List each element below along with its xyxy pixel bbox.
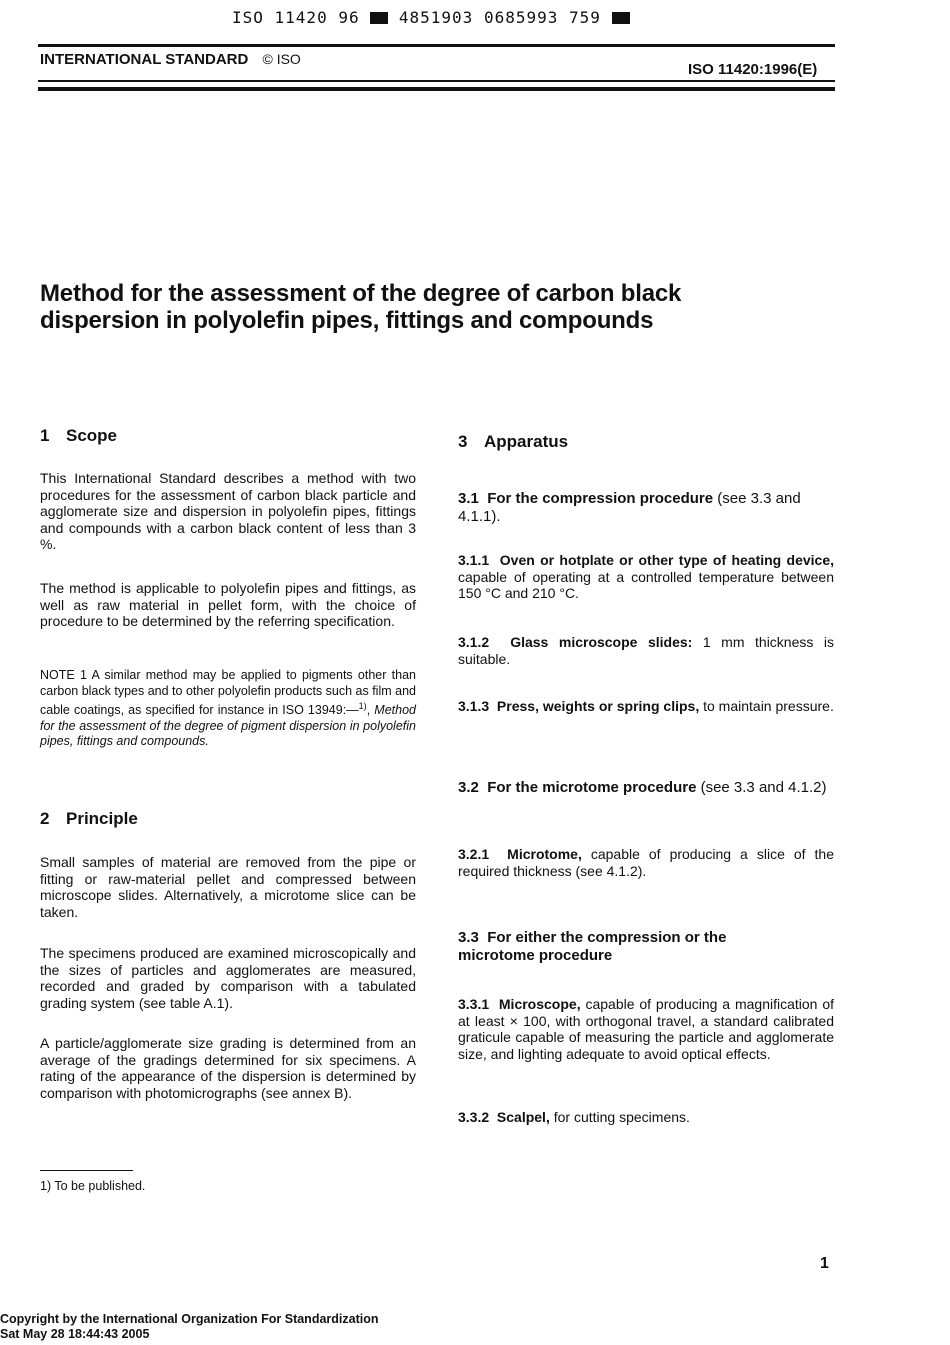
note-text: NOTE 1 A similar method may be applied to pigments other than carbon black types and to other polyolefin products such as film and cable coatings, as specified for instance in ISO 13949:— [40,668,416,718]
code-part-2: 4851903 0685993 759 [398,8,601,27]
title-line-2: dispersion in polyolefin pipes, fittings and compounds [40,307,654,334]
barcode-block [612,12,630,24]
barcode-block [370,12,388,24]
clause-title: Press, weights or spring clips, [496,698,700,714]
clause-3-3-1 [458,996,834,1062]
section-number: 2 [40,809,50,828]
section-number: 1 [40,426,50,445]
clause-3-1-2 [458,634,834,667]
document-code-line [232,8,630,27]
footnote: 1) To be published. [40,1179,146,1193]
standard-type: INTERNATIONAL STANDARD [40,51,249,68]
standard-number: ISO 11420:1996(E) [688,61,818,78]
clause-ref: (see 3.3 and 4.1.1). [458,490,801,525]
header-rule-thick [38,87,835,91]
clause-title: Microscope, [498,996,581,1012]
clause-number: 3.3.2 [458,1109,490,1125]
apparatus-heading [458,432,834,452]
footnote-rule [40,1170,133,1171]
section-title: Scope [66,426,118,445]
clause-text: capable of operating at a controlled temperature between 150 °C and 210 °C. [458,568,834,601]
header-rule-thin [38,80,835,82]
section-title: Principle [66,809,138,828]
clause-title: Microtome, [507,846,582,862]
header-left [40,51,301,68]
clause-number: 3.3.1 [458,996,490,1012]
scope-note [40,668,416,750]
clause-3-1-3 [458,698,834,715]
clause-text: capable of producing a slice of the required thickness (see 4.1.2). [458,846,834,879]
note-sep: , [366,703,375,718]
document-title [40,280,860,334]
clause-number: 3.1.2 [458,634,490,650]
clause-text: capable of producing a magnification of at least × 100, with orthogonal travel, a standard calibrated graticule capable of measuring the particle and agglomerate size, and lighting adequate to avoid optical effects. [458,996,834,1062]
clause-number: 3.1.3 [458,698,490,714]
title-line-1: Method for the assessment of the degree of carbon black [40,280,682,307]
clause-3-3-2 [458,1109,834,1126]
clause-number: 3.1.1 [458,552,490,568]
clause-ref: (see 3.3 and 4.1.2) [696,779,827,796]
clause-title: Glass microscope slides: [510,634,693,650]
copyright-footer [0,1312,379,1342]
scope-heading [40,426,416,446]
clause-3-1 [458,490,834,526]
principle-paragraph-3: A particle/agglomerate size grading is determined from an average of the gradings determined for six specimens. A rating of the appearance of the dispersion is determined by comparison with photomicrographs (see annex B). [40,1035,416,1101]
clause-number: 3.2.1 [458,846,490,862]
scope-paragraph-1: This International Standard describes a method with two procedures for the assessment of carbon black particle and agglomerate size and dispersion in polyolefin pipes, fittings and compounds with a carbon black content of less than 3 %. [40,470,416,552]
clause-number: 3.3 [458,929,479,946]
clause-title: For either the compression or the microtome procedure [458,929,727,964]
code-part-1: ISO 11420 96 [232,8,360,27]
section-title: Apparatus [484,432,569,451]
principle-heading [40,809,416,829]
clause-3-1-1 [458,552,834,602]
clause-3-2 [458,779,834,797]
clause-title: Scalpel, [496,1109,550,1125]
clause-title: For the microtome procedure [487,779,697,796]
header-top-rule [38,44,835,47]
iso-copyright: © ISO [262,51,301,67]
principle-paragraph-2: The specimens produced are examined microscopically and the sizes of particles and agglomerates are measured, recorded and graded by comparison with a tabulated grading system (see table A.1). [40,945,416,1011]
page-number: 1 [820,1255,829,1272]
clause-text: 1 mm thickness is suitable. [458,634,835,667]
clause-text: to maintain pressure. [699,698,834,714]
footnote-ref: 1) [358,701,367,711]
clause-text: for cutting specimens. [549,1109,690,1125]
section-number: 3 [458,432,468,451]
copyright-line-2: Sat May 28 18:44:43 2005 [0,1327,150,1341]
note-italic-title: Method for the assessment of the degree of pigment dispersion in polyolefin pipes, fittings and compounds. [40,703,416,749]
clause-3-3 [458,929,788,965]
copyright-line-1: Copyright by the International Organization For Standardization [0,1312,379,1326]
scope-paragraph-2: The method is applicable to polyolefin pipes and fittings, as well as raw material in pellet form, with the choice of procedure to be determined by the referring specification. [40,580,416,629]
clause-title: Oven or hotplate or other type of heating device, [499,552,835,568]
clause-number: 3.1 [458,490,479,507]
clause-number: 3.2 [458,779,479,796]
principle-paragraph-1: Small samples of material are removed from the pipe or fitting or raw-material pellet and compressed between microscope slides. Alternatively, a microtome slice can be taken. [40,854,416,920]
clause-3-2-1 [458,846,834,879]
clause-title: For the compression procedure [487,490,714,507]
